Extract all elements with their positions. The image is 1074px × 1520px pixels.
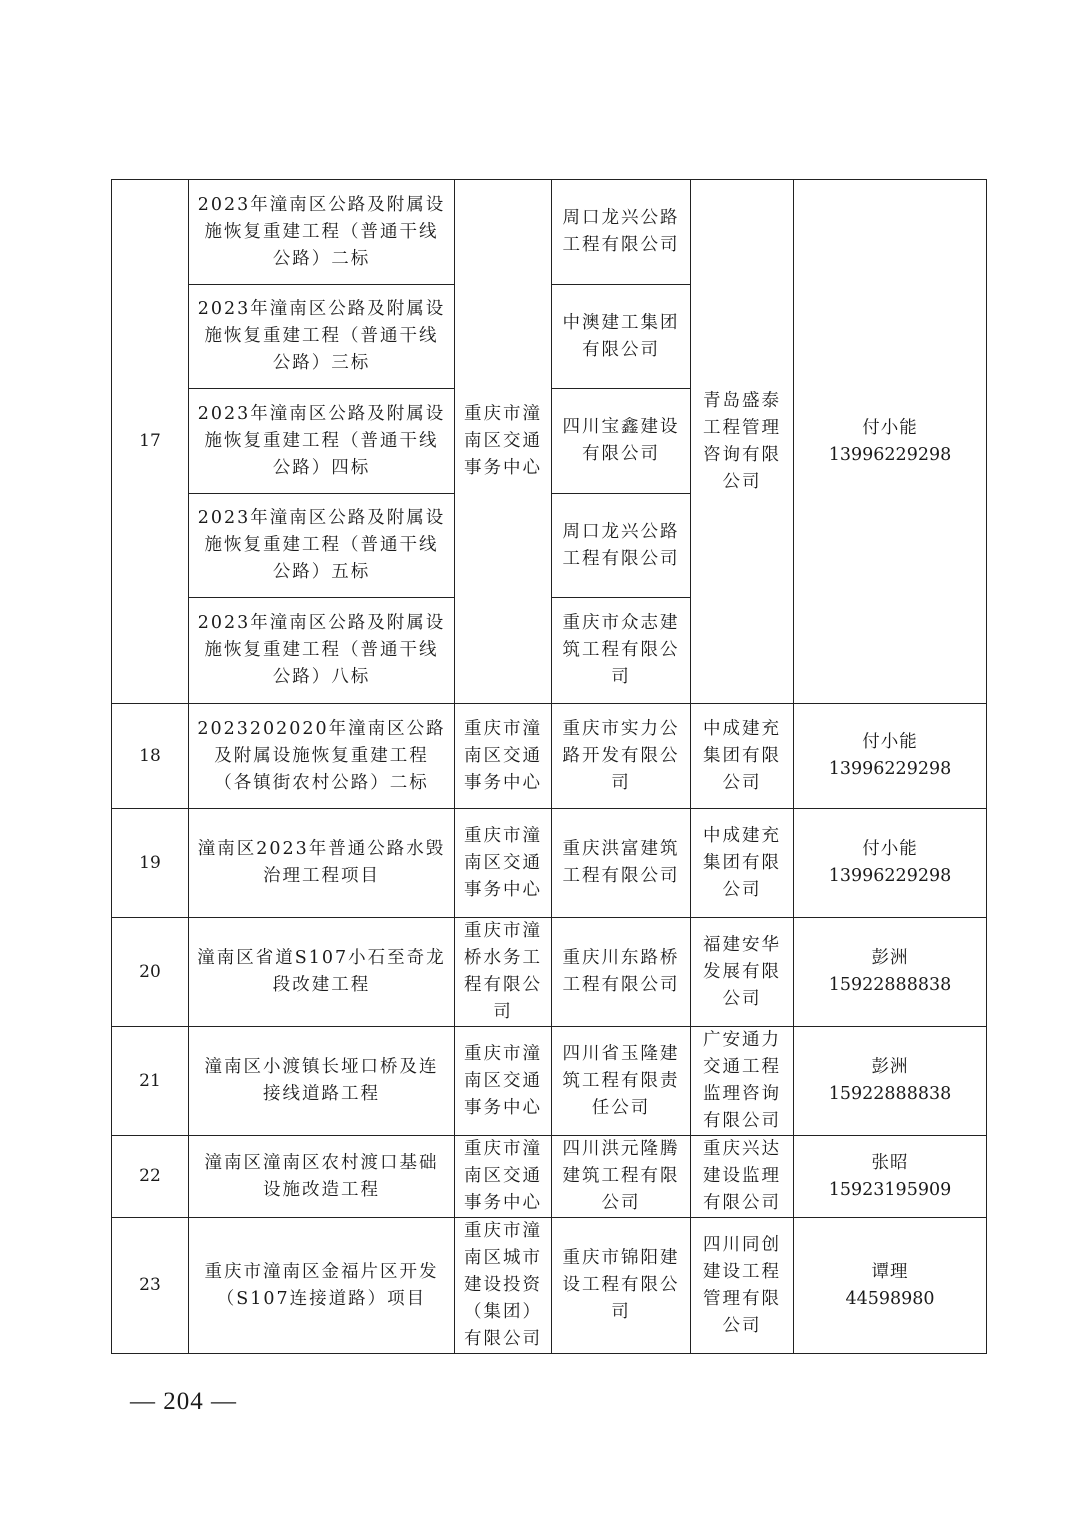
contact-phone: 15922888838 — [828, 1084, 952, 1104]
table-row — [112, 1136, 987, 1218]
project-name: 潼南区潼南区农村渡口基础设施改造工程 — [189, 1136, 455, 1218]
contractor: 四川洪元隆腾建筑工程有限公司 — [552, 1136, 691, 1218]
contractor: 重庆洪富建筑工程有限公司 — [552, 809, 691, 918]
contractor: 中澳建工集团有限公司 — [552, 285, 691, 389]
supervisor: 青岛盛泰工程管理咨询有限公司 — [691, 180, 794, 704]
row-number: 22 — [112, 1136, 189, 1218]
table-row — [112, 180, 987, 285]
project-name: 2023年潼南区公路及附属设施恢复重建工程（普通干线公路）四标 — [189, 389, 455, 494]
contact-phone: 13996229298 — [828, 866, 952, 886]
row-number: 21 — [112, 1027, 189, 1136]
contact — [794, 704, 987, 809]
contractor: 重庆市实力公路开发有限公司 — [552, 704, 691, 809]
supervisor: 中成建充集团有限公司 — [691, 809, 794, 918]
contractor: 四川省玉隆建筑工程有限责任公司 — [552, 1027, 691, 1136]
project-name: 2023年潼南区公路及附属设施恢复重建工程（普通干线公路）二标 — [189, 180, 455, 285]
contact-name: 付小能 — [862, 839, 918, 859]
project-name: 2023202020年潼南区公路及附属设施恢复重建工程（各镇街农村公路）二标 — [189, 704, 455, 809]
project-name: 2023年潼南区公路及附属设施恢复重建工程（普通干线公路）八标 — [189, 598, 455, 704]
table-row — [112, 809, 987, 918]
owner-unit: 重庆市潼桥水务工程有限公司 — [455, 918, 552, 1027]
contact-phone: 15922888838 — [828, 975, 952, 995]
contact — [794, 1218, 987, 1354]
project-table — [111, 179, 987, 1354]
contact — [794, 809, 987, 918]
supervisor: 重庆兴达建设监理有限公司 — [691, 1136, 794, 1218]
table-row — [112, 918, 987, 1027]
contractor: 重庆市锦阳建设工程有限公司 — [552, 1218, 691, 1354]
contractor: 周口龙兴公路工程有限公司 — [552, 180, 691, 285]
contact-phone: 13996229298 — [828, 759, 952, 779]
contact-name: 付小能 — [862, 417, 918, 438]
contact-phone: 13996229298 — [828, 444, 952, 465]
project-name: 2023年潼南区公路及附属设施恢复重建工程（普通干线公路）三标 — [189, 285, 455, 389]
contractor: 四川宝鑫建设有限公司 — [552, 389, 691, 494]
contact — [794, 918, 987, 1027]
row-number: 17 — [112, 180, 189, 704]
row-number: 18 — [112, 704, 189, 809]
project-name: 2023年潼南区公路及附属设施恢复重建工程（普通干线公路）五标 — [189, 494, 455, 598]
table-row — [112, 1218, 987, 1354]
table-row — [112, 704, 987, 809]
owner-unit: 重庆市潼南区交通事务中心 — [455, 180, 552, 704]
contact-name: 张昭 — [871, 1152, 909, 1173]
row-number: 20 — [112, 918, 189, 1027]
contact — [794, 1027, 987, 1136]
contact — [794, 180, 987, 704]
project-name: 潼南区省道S107小石至奇龙段改建工程 — [189, 918, 455, 1027]
contact-name: 彭洲 — [871, 948, 909, 968]
owner-unit: 重庆市潼南区交通事务中心 — [455, 809, 552, 918]
supervisor: 四川同创建设工程管理有限公司 — [691, 1218, 794, 1354]
supervisor: 中成建充集团有限公司 — [691, 704, 794, 809]
row-number: 19 — [112, 809, 189, 918]
owner-unit: 重庆市潼南区交通事务中心 — [455, 1027, 552, 1136]
page-number: — 204 — — [130, 1388, 237, 1415]
contact — [794, 1136, 987, 1218]
owner-unit: 重庆市潼南区交通事务中心 — [455, 704, 552, 809]
contact-phone: 15923195909 — [828, 1179, 952, 1200]
project-name: 潼南区小渡镇长垭口桥及连接线道路工程 — [189, 1027, 455, 1136]
contact-name: 付小能 — [862, 732, 918, 752]
owner-unit: 重庆市潼南区城市建设投资（集团）有限公司 — [455, 1218, 552, 1354]
contact-name: 谭理 — [871, 1261, 909, 1282]
project-name: 重庆市潼南区金福片区开发（S107连接道路）项目 — [189, 1218, 455, 1354]
contact-phone: 44598980 — [845, 1288, 935, 1309]
supervisor: 广安通力交通工程监理咨询有限公司 — [691, 1027, 794, 1136]
contact-name: 彭洲 — [871, 1057, 909, 1077]
contractor: 周口龙兴公路工程有限公司 — [552, 494, 691, 598]
contractor: 重庆市众志建筑工程有限公司 — [552, 598, 691, 704]
table-row — [112, 1027, 987, 1136]
row-number: 23 — [112, 1218, 189, 1354]
owner-unit: 重庆市潼南区交通事务中心 — [455, 1136, 552, 1218]
contractor: 重庆川东路桥工程有限公司 — [552, 918, 691, 1027]
supervisor: 福建安华发展有限公司 — [691, 918, 794, 1027]
project-name: 潼南区2023年普通公路水毁治理工程项目 — [189, 809, 455, 918]
